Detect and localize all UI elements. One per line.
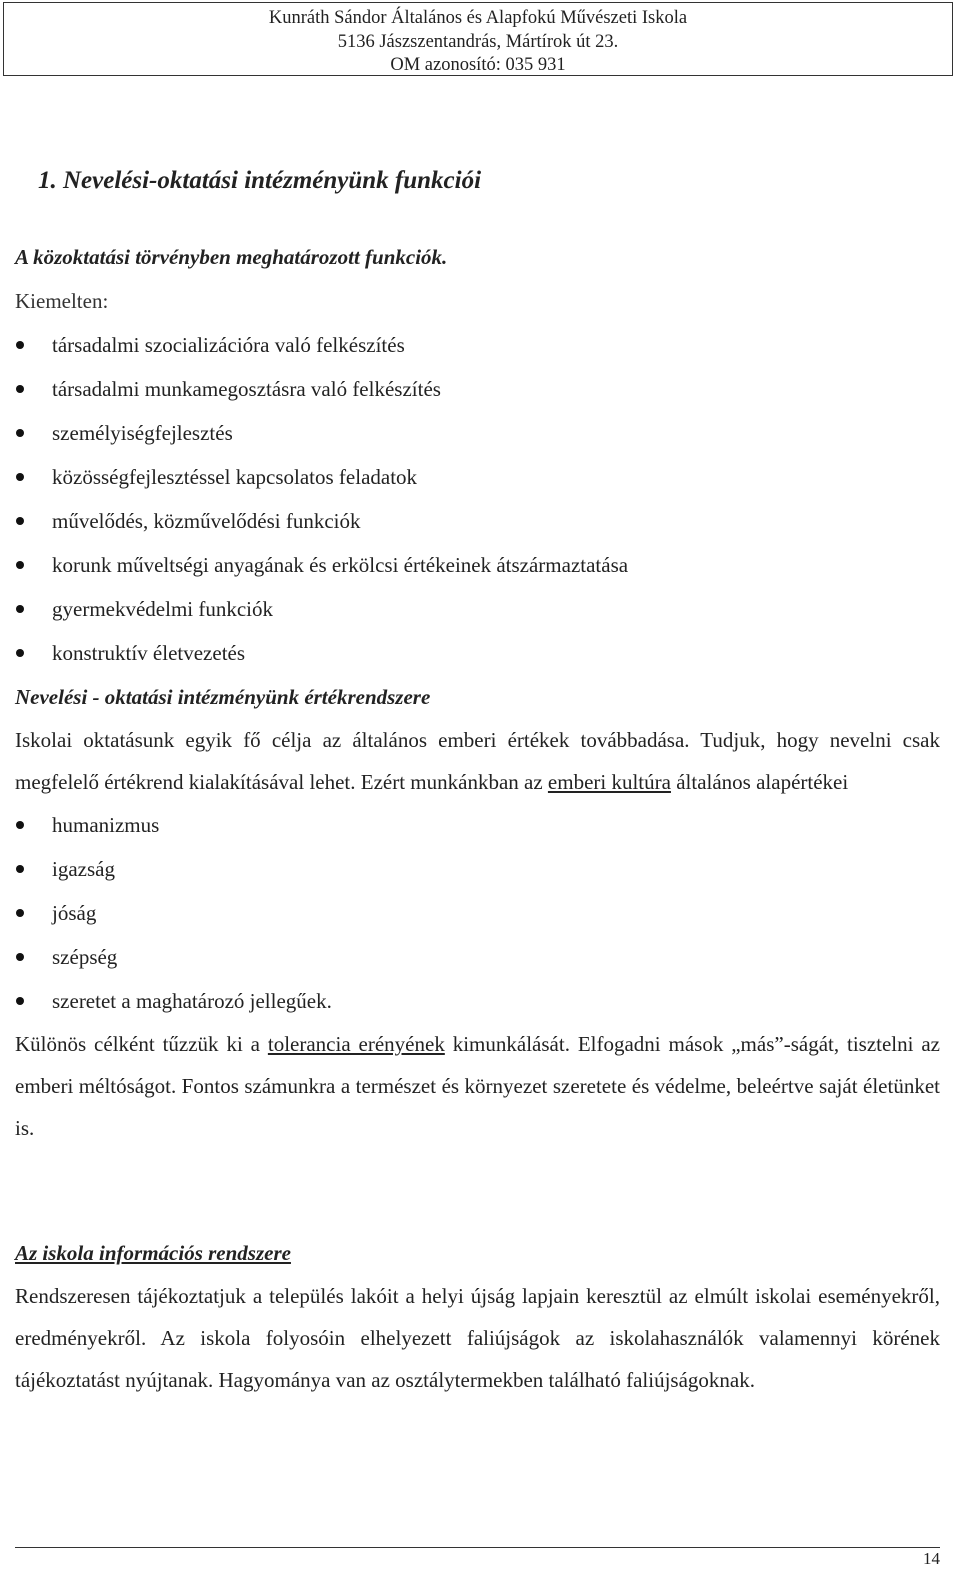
list-item: művelődés, közművelődési funkciók: [15, 499, 940, 543]
tolerancia-link: tolerancia erényének: [267, 1032, 445, 1056]
footer-rule: [15, 1547, 940, 1548]
values-list: [15, 803, 940, 1023]
school-om-id: OM azonosító: 035 931: [390, 55, 566, 75]
values-paragraph-1-text-a: Iskolai oktatásunk egyik fő célja az általános emberi értékek továbbadása. Tudjuk, hogy nevelni csak megfelelő értékrend kialakításával lehet. Ezért munkánkban az: [15, 728, 940, 794]
school-address: 5136 Jászszentandrás, Mártírok út 23.: [337, 31, 619, 52]
page-header: [3, 2, 953, 76]
emberi-kultura-link: emberi kultúra: [547, 770, 671, 794]
list-item: gyermekvédelmi funkciók: [15, 587, 940, 631]
values-paragraph-2: [15, 1023, 940, 1149]
list-item: korunk műveltségi anyagának és erkölcsi értékeinek átszármaztatása: [15, 543, 940, 587]
list-item: igazság: [15, 847, 940, 891]
list-item: szépség: [15, 935, 940, 979]
info-system-section: [15, 1231, 940, 1401]
list-item: társadalmi munkamegosztásra való felkészítés: [15, 367, 940, 411]
school-name: Kunráth Sándor Általános és Alapfokú Művészeti Iskola: [268, 8, 688, 28]
values-paragraph-2-text-b: kimunkálását. Elfogadni mások „más”-ságát, tisztelni az emberi méltóságot. Fontos számunkra a természet és környezet szeretete és védelme, beleértve saját életünket is.: [15, 1032, 940, 1140]
section-title: 1. Nevelési-oktatási intézményünk funkciói: [38, 167, 482, 194]
list-item: szeretet a maghatározó jellegűek.: [15, 979, 940, 1023]
list-item: jóság: [15, 891, 940, 935]
values-heading: Nevelési - oktatási intézményünk értékrendszere: [15, 685, 431, 709]
functions-section: [15, 235, 940, 1149]
info-system-paragraph: Rendszeresen tájékoztatjuk a település lakóit a helyi újság lapjain keresztül az elmúlt iskolai eseményekről, eredményekről. Az iskola folyosóin elhelyezett faliújságok az iskolahasználók valamennyi körének tájékoztatást nyújtanak. Hagyománya van az osztálytermekben található faliújságoknak.: [15, 1284, 940, 1392]
info-system-heading: Az iskola információs rendszere: [15, 1241, 291, 1265]
values-paragraph-1: [15, 719, 940, 803]
list-item: személyiségfejlesztés: [15, 411, 940, 455]
page-number: 14: [923, 1549, 940, 1568]
functions-intro: Kiemelten:: [15, 289, 109, 313]
list-item: közösségfejlesztéssel kapcsolatos feladatok: [15, 455, 940, 499]
values-paragraph-1-text-b: általános alapértékei: [670, 770, 849, 794]
list-item: humanizmus: [15, 803, 940, 847]
functions-list: [15, 323, 940, 675]
list-item: konstruktív életvezetés: [15, 631, 940, 675]
values-paragraph-2-text-a: Különös célként tűzzük ki a: [15, 1032, 268, 1056]
functions-heading: A közoktatási törvényben meghatározott funkciók.: [15, 245, 448, 269]
list-item: társadalmi szocializációra való felkészítés: [15, 323, 940, 367]
